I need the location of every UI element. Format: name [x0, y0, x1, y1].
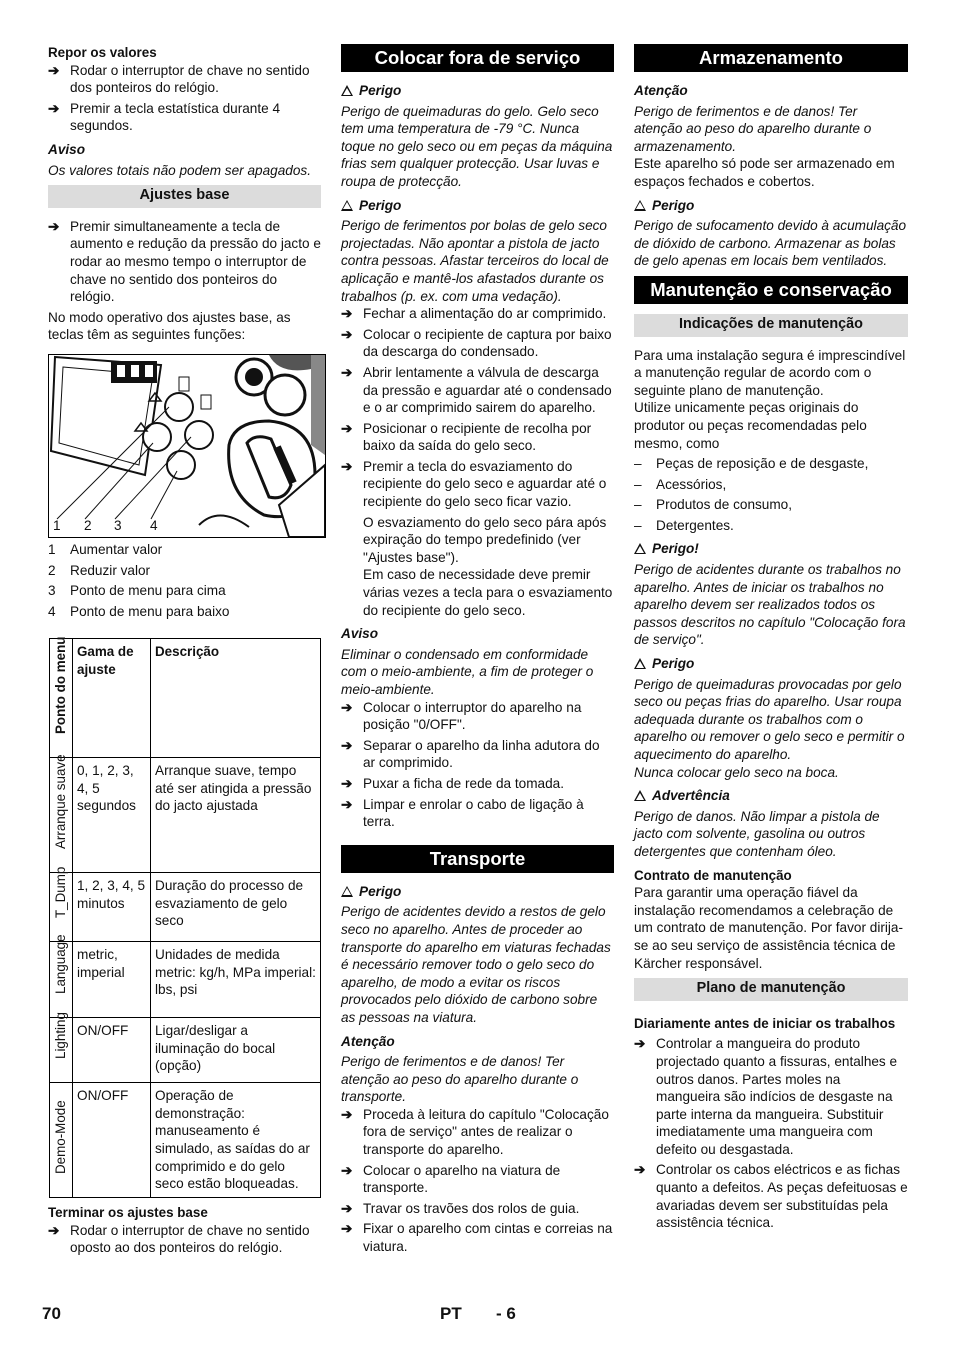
aviso-text: Os valores totais não podem ser apagados. [48, 162, 311, 178]
table-cell: Unidades de medida metric: kg/h, MPa imperial: lbs, psi [151, 942, 321, 1018]
table-row [50, 758, 321, 873]
arrow-right-icon: ➔ [341, 1221, 353, 1237]
step: ➔ Fixar o aparelho com cintas e correias na viatura. [341, 1221, 613, 1255]
legend-item: 2 Reduzir valor [48, 562, 151, 578]
list-item: – Detergentes. [634, 517, 734, 533]
aviso-label: Aviso [48, 141, 86, 157]
perigo-label: Perigo [341, 883, 614, 901]
arrow-right-icon: ➔ [634, 1162, 646, 1178]
perigo-label: Perigo [341, 82, 614, 100]
table-cell: Arranque suave, tempo até ser atingida a pressão do jacto ajustada [151, 758, 321, 873]
warning-icon [341, 85, 353, 96]
table-cell: Operação de demonstração: manuseamento é simulado, as saídas do ar comprimido e do gelo seco estão bloqueadas. [151, 1083, 321, 1198]
aviso-text: Eliminar o condensado em conformidade com o meio-ambiente, a fim de proteger o meio-ambiente. [341, 646, 594, 697]
table-cell: Ligar/desligar a iluminação do bocal (opção) [151, 1018, 321, 1083]
step: ➔ Colocar o aparelho na viatura de transporte. [341, 1162, 561, 1196]
paragraph: Em caso de necessidade deve premir várias vezes a tecla para o esvaziamento do recipiente do gelo seco. [363, 567, 613, 618]
arrow-right-icon: ➔ [341, 775, 353, 791]
control-panel-illustration [49, 355, 325, 537]
terminar-title: Terminar os ajustes base [48, 1205, 208, 1221]
table-cell: ON/OFF [73, 1083, 151, 1198]
figure-number-2: 2 [84, 517, 92, 533]
table-cell: 1, 2, 3, 4, 5 minutos [73, 873, 151, 942]
table-header-row [50, 639, 321, 758]
advertencia-label: Advertência [634, 787, 908, 805]
repor-title: Repor os valores [48, 45, 157, 60]
arrow-right-icon: ➔ [48, 100, 60, 116]
step: ➔ Controlar a mangueira do produto projectado quanto a fissuras, entalhes e outros danos. Partes moles na mangueira são indícios de desgaste na parte interna da mangueira. Substituir imediatamente uma mangueira com defeito ou desgastada. [634, 1036, 898, 1157]
diario-title: Diariamente antes de iniciar os trabalhos [634, 1015, 896, 1031]
table-cell: T_Dump [50, 873, 73, 942]
arrow-right-icon: ➔ [341, 458, 353, 474]
table-row [50, 1018, 321, 1083]
list-item: – Produtos de consumo, [634, 497, 793, 513]
figure-legend [48, 541, 321, 620]
paragraph: Este aparelho só pode ser armazenado em espaços fechados e cobertos. [634, 156, 895, 189]
settings-table [49, 638, 321, 1198]
list-item: – Acessórios, [634, 476, 727, 492]
step: ➔ Controlar os cabos eléctricos e as fichas quanto a defeitos. As peças defeituosas e avariadas devem ser substituídas pela assistência técnica. [634, 1162, 908, 1231]
perigo-text: Perigo de queimaduras do gelo. Gelo seco tem uma temperatura de -79 °C. Nunca toque no gelo seco ou em peças da máquina frias sem qualquer protecção. Usar luvas e roupa de protecção. [341, 103, 613, 189]
step: ➔ Colocar o interruptor do aparelho na posição "0/OFF". [341, 699, 582, 733]
warning-icon [341, 886, 353, 897]
advertencia-text: Perigo de danos. Não limpar a pistola de jacto com solvente, gasolina ou outros detergentes que contenham óleo. [634, 808, 880, 859]
atencao-label: Atenção [634, 83, 688, 98]
indicacoes-title: Indicações de manutenção [634, 314, 908, 337]
perigo-text: Nunca colocar gelo seco na boca. [634, 764, 839, 780]
paragraph: Para uma instalação segura é imprescindível a manutenção regular de acordo com o seguinte plano de manutenção. [634, 347, 906, 398]
atencao-label: Atenção [341, 1033, 395, 1049]
table-cell: Duração do processo de esvaziamento de gelo seco [151, 873, 321, 942]
step: ➔ Premir a tecla do esvaziamento do recipiente do gelo seco e aguardar até o recipiente do gelo seco ficar vazio. [341, 458, 607, 510]
column-2 [341, 44, 614, 1256]
arrow-right-icon: ➔ [341, 364, 353, 380]
warning-icon [634, 200, 646, 211]
perigo-text: Perigo de ferimentos por bolas de gelo seco projectadas. Não apontar a pistola de jacto contra pessoas. Afastar terceiros do local de aplicação e mantê-los afastados durante os trabalhos (p. ex. com uma vedação). [341, 218, 609, 304]
ajustes-intro: No modo operativo dos ajustes base, as teclas têm as seguintes funções: [48, 309, 291, 343]
perigo-label: Perigo [341, 197, 614, 215]
warning-icon [341, 200, 353, 211]
arrow-right-icon: ➔ [341, 1162, 353, 1178]
step: ➔ Rodar o interruptor de chave no sentido dos ponteiros do relógio. [48, 62, 310, 96]
paragraph: Utilize unicamente peças originais do produtor ou peças recomendadas pelo mesmo, como [634, 400, 867, 451]
perigo-text: Perigo de queimaduras provocadas por gelo seco ou peças frias do aparelho. Usar roupa adequada durante os trabalhos com o aparelho ou remover o gelo seco e permitir o aquecimento do aparelho. [634, 676, 905, 762]
plano-title: Plano de manutenção [634, 978, 908, 1001]
table-cell: Language [50, 942, 73, 1018]
table-row [50, 873, 321, 942]
step: ➔ Rodar o interruptor de chave no sentido oposto ao dos ponteiros do relógio. [48, 1222, 310, 1256]
table-row [50, 942, 321, 1018]
perigo-text: Perigo de acidentes durante os trabalhos no aparelho. Antes de iniciar os trabalhos no aparelho devem ser realizados todos os passos descritos no capítulo "Colocação fora de serviço". [634, 562, 906, 648]
warning-icon [634, 658, 646, 669]
step: ➔ Premir simultaneamente a tecla de aumento e redução da pressão do jacto e rodar ao mesmo tempo o interruptor de chave no sentido dos ponteiros do relógio. [48, 218, 321, 305]
step: ➔ Proceda à leitura do capítulo "Colocação fora de serviço" antes de realizar o transporte do aparelho. [341, 1106, 609, 1158]
table-row [50, 1083, 321, 1198]
ajustes-title: Ajustes base [48, 185, 321, 208]
perigo-text: Perigo de acidentes devido a restos de gelo seco no aparelho. Antes de proceder ao transporte do aparelho em viaturas fechadas é necessário remover todo o gelo seco do aparelho, de modo a evitar os riscos provocados pelo dióxido de carbono sobre as pessoas na viatura. [341, 904, 611, 1025]
step: ➔ Premir a tecla estatística durante 4 segundos. [48, 100, 281, 134]
page-number: 70 [42, 1304, 61, 1323]
step: ➔ Abrir lentamente a válvula de descarga da pressão e aguardar até o condensado e o ar comprimido sairem do aparelho. [341, 364, 612, 416]
table-cell: Lighting [50, 1018, 73, 1083]
table-cell: 0, 1, 2, 3, 4, 5 segundos [73, 758, 151, 873]
paragraph: O esvaziamento do gelo seco pára após expiração do tempo predefinido (ver "Ajustes base"). [363, 514, 607, 565]
manutencao-title: Manutenção e conservação [634, 276, 908, 304]
perigo-label: Perigo [634, 197, 908, 215]
figure-number-3: 3 [114, 517, 122, 533]
atencao-text: Perigo de ferimentos e de danos! Ter atenção ao peso do aparelho durante o transporte. [341, 1054, 579, 1105]
column-3 [634, 44, 908, 1232]
arrow-right-icon: ➔ [341, 737, 353, 753]
step: ➔ Puxar a ficha de rede da tomada. [341, 775, 565, 791]
step: ➔ Limpar e enrolar o cabo de ligação à terra. [341, 796, 584, 830]
step: ➔ Separar o aparelho da linha adutora do ar comprimido. [341, 737, 600, 771]
step: ➔ Colocar o recipiente de captura por baixo da descarga do condensado. [341, 326, 612, 360]
fora-title: Colocar fora de serviço [341, 44, 614, 72]
step: ➔ Fechar a alimentação do ar comprimido. [341, 306, 607, 322]
arrow-right-icon: ➔ [48, 218, 60, 234]
table-cell: ON/OFF [73, 1018, 151, 1083]
arrow-right-icon: ➔ [48, 1222, 60, 1238]
list-item: – Peças de reposição e de desgaste, [634, 456, 869, 472]
step: ➔ Travar os travões dos rolos de guia. [341, 1200, 580, 1216]
arrow-right-icon: ➔ [341, 699, 353, 715]
atencao-text: Perigo de ferimentos e de danos! Ter atenção ao peso do aparelho durante o armazenamento. [634, 103, 872, 154]
arrow-right-icon: ➔ [341, 796, 353, 812]
sub-page-number: - 6 [496, 1304, 516, 1323]
arrow-right-icon: ➔ [634, 1036, 646, 1052]
armazenamento-title: Armazenamento [634, 44, 908, 72]
table-header-cell: Descrição [151, 639, 321, 758]
table-cell: Demo-Mode [50, 1083, 73, 1198]
legend-item: 4 Ponto de menu para baixo [48, 603, 230, 619]
step: ➔ Posicionar o recipiente de recolha por baixo da saída do gelo seco. [341, 420, 592, 454]
figure-number-1: 1 [53, 517, 61, 533]
paragraph: Para garantir uma operação fiável da instalação recomendamos a celebração de um contrato de manutenção. Por favor dirija-se ao seu serviço de assistência técnica de Kärcher responsável. [634, 885, 903, 971]
perigo-label: Perigo [634, 655, 908, 673]
contrato-title: Contrato de manutenção [634, 867, 792, 883]
language-code: PT [440, 1304, 462, 1323]
arrow-right-icon: ➔ [341, 306, 353, 322]
column-1 [48, 44, 321, 1257]
warning-icon [634, 790, 646, 801]
arrow-right-icon: ➔ [341, 326, 353, 342]
control-panel-figure [48, 354, 326, 538]
arrow-right-icon: ➔ [341, 420, 353, 436]
warning-icon [634, 543, 646, 554]
figure-number-4: 4 [150, 517, 158, 533]
aviso-label: Aviso [341, 626, 379, 642]
legend-item: 1 Aumentar valor [48, 541, 163, 557]
table-cell: metric, imperial [73, 942, 151, 1018]
perigo-label: Perigo! [634, 540, 908, 558]
legend-item: 3 Ponto de menu para cima [48, 583, 226, 599]
table-header-cell: Ponto do menu [50, 639, 73, 758]
table-header-cell: Gama de ajuste [73, 639, 151, 758]
arrow-right-icon: ➔ [48, 62, 60, 78]
table-cell: Arranque suave [50, 758, 73, 873]
arrow-right-icon: ➔ [341, 1200, 353, 1216]
transporte-title: Transporte [341, 845, 614, 873]
perigo-text: Perigo de sufocamento devido à acumulação de dióxido de carbono. Armazenar as bolas de gelo apenas em locais bem ventilados. [634, 218, 907, 269]
arrow-right-icon: ➔ [341, 1106, 353, 1122]
